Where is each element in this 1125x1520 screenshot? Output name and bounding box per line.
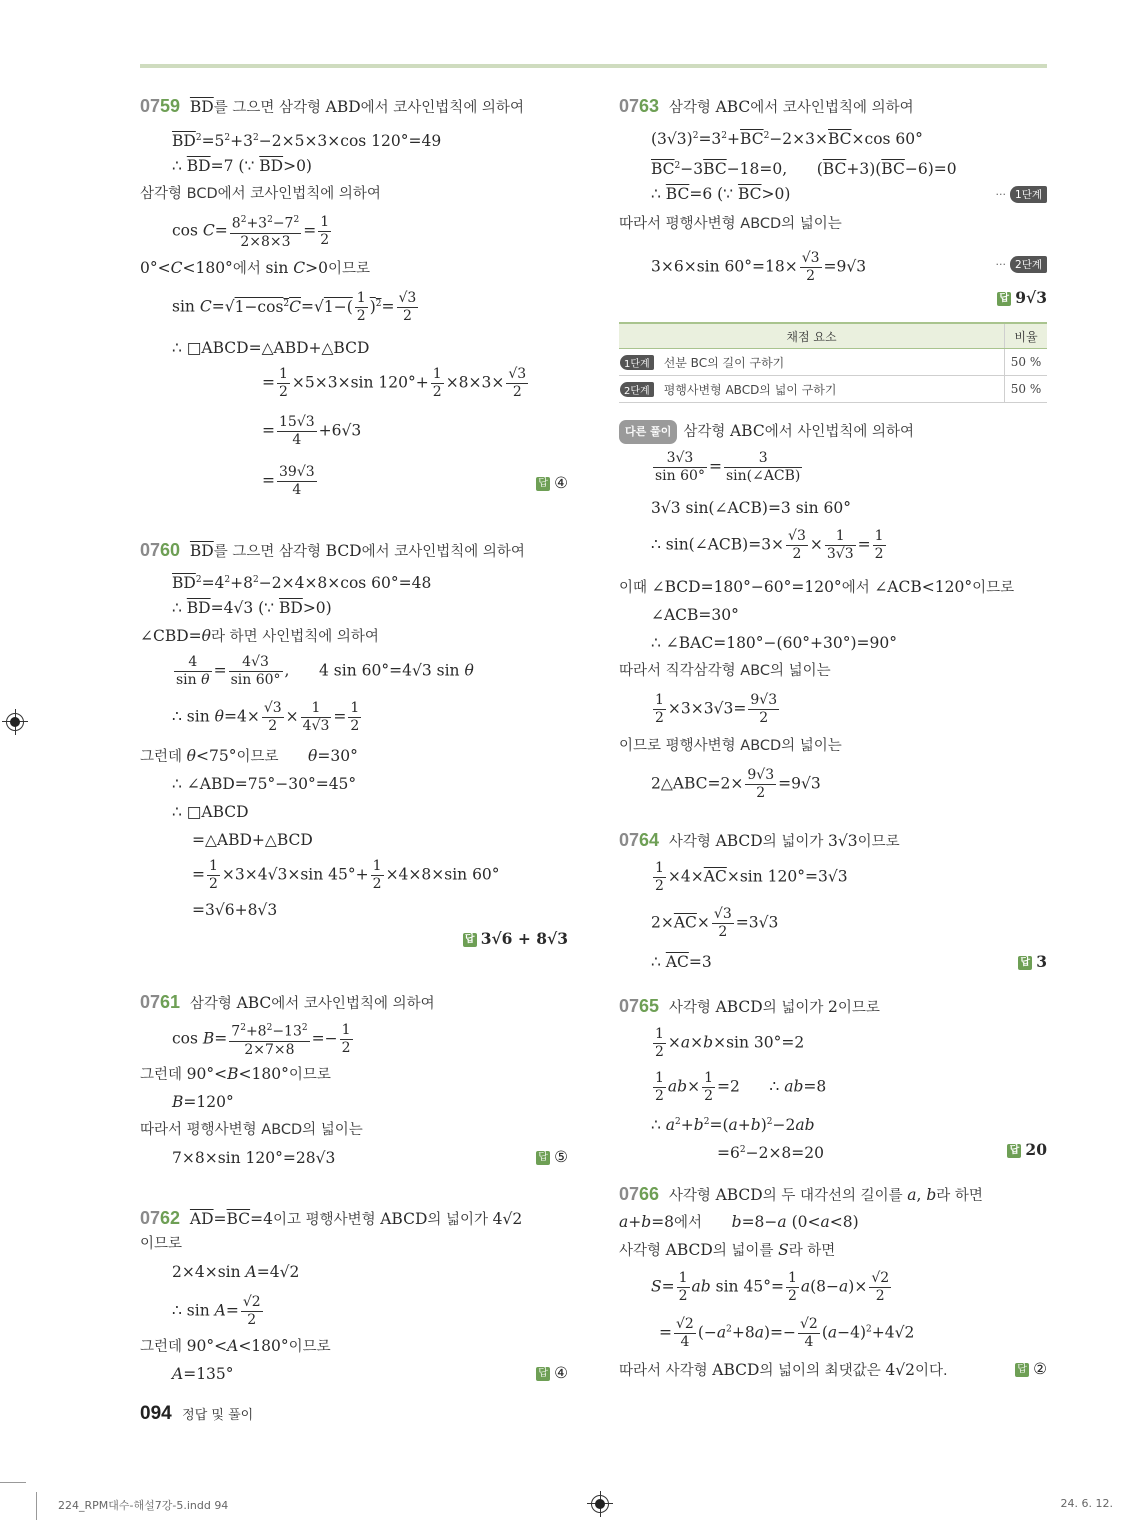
equation: cos B= $\frac{7^2+8^2-13^2}{2\times 7\times 8}$ =− $\frac{1}{2}$ — [172, 1021, 351, 1058]
equation: $2\times\overline{AC}\times$ $\frac{√3}{2}$ =3√3 — [651, 906, 779, 940]
grading-row: 1단계 선분 BC의 길이 구하기 50 % — [619, 349, 1047, 376]
equation: = $\frac{39√3}{4}$ — [262, 464, 315, 498]
problem-number: 0765 — [619, 996, 660, 1016]
crop-mark — [36, 1492, 37, 1520]
equation: ∴ $a^2+b^2=(a+b)^2-2ab$ — [651, 1116, 815, 1135]
equation: $\frac{1}{2}$ ×3×3√3= $\frac{9√3}{2}$ — [655, 692, 778, 726]
slug-date: 24. 6. 12. — [1060, 1497, 1113, 1510]
slug-filename: 224_RPM대수-해설7강-5.indd 94 — [58, 1499, 229, 1512]
equation: $\frac{1}{2}$ ×a×b×sin 30°=2 — [655, 1026, 805, 1060]
equation: = $\frac{√2}{4}$ $(-a^2+8a)=-$ $\frac{√2}{4}$ $(a-4)^2+4√2$ — [659, 1316, 915, 1350]
alt-solution-badge: 다른 풀이 — [619, 420, 677, 444]
text-line: 삼각형 BCD에서 코사인법칙에 의하여 — [140, 186, 381, 202]
answer: 답 3√6 + 8√3 — [463, 929, 568, 948]
equation: ∴ sin(∠ACB)=3× $\frac{√3}{2}$ × $\frac{1}{3√3}$ = $\frac{1}{2}$ — [651, 528, 884, 562]
equation: ∴ $\overline{AC}=3$ — [651, 953, 712, 971]
equation: A=135° — [172, 1365, 234, 1383]
equation: a+b=8에서 b=8−a (0<a<8) — [619, 1213, 859, 1231]
equation: 3×6×sin 60°=18× $\frac{√3}{2}$ =9√3 — [651, 250, 867, 284]
answer: 답 ④ — [536, 474, 568, 492]
equation: $\overline{BD}^2=5^2+3^2-2\times 5\times 3\times\cos$ 120°=49 — [172, 132, 442, 151]
answer-mark-icon: 답 — [536, 1151, 550, 1165]
grading-row: 2단계 평행사변형 ABCD의 넓이 구하기 50 % — [619, 376, 1047, 403]
problem-number: 0764 — [619, 830, 660, 850]
text-line: 이므로 평행사변형 ABCD의 넓이는 — [619, 738, 842, 754]
equation: ∴ □ABCD — [172, 803, 249, 821]
equation: 그런데 θ<75°이므로 θ=30° — [140, 747, 358, 765]
answer: 답 ② — [1015, 1360, 1047, 1378]
page-footer — [140, 1403, 253, 1425]
equation: $(3√3)^2=3^2+\overline{BC}^2-2\times 3\times\overline{BC}\times\cos$ 60° — [651, 130, 923, 149]
equation: 7×8×sin 120°=28√3 — [172, 1149, 336, 1167]
text-line: 따라서 평행사변형 ABCD의 넓이는 — [619, 216, 842, 232]
equation: 그런데 90°<A<180°이므로 — [140, 1337, 331, 1355]
equation: ∴ $\overline{BD}=7$ (∵ $\overline{BD}>0$) — [172, 157, 312, 175]
stage-1-marker: ··· 1단계 — [996, 186, 1047, 203]
equation: $\frac{1}{2}$ $\times 4\times\overline{AC}\times\sin$ 120°=3√3 — [655, 860, 848, 894]
crop-mark — [0, 1482, 26, 1483]
equation: = $\frac{1}{2}$ ×3×4√3×sin 45°+ $\frac{1}{2}$ ×4×8×sin 60° — [192, 858, 500, 892]
grading-header: 채점 요소 비율 — [619, 323, 1047, 349]
equation: B=120° — [172, 1093, 234, 1111]
equation: ∴ $\overline{BD}=4√3$ (∵ $\overline{BD}>0$) — [172, 599, 332, 617]
page-number: 094 — [140, 1403, 172, 1424]
answer: 답 20 — [1007, 1140, 1047, 1159]
text-line: 이므로 — [140, 1236, 183, 1252]
registration-mark-icon — [591, 1495, 609, 1513]
equation: ∴ $\overline{BC}=6$ (∵ $\overline{BC}>0$) — [651, 185, 791, 203]
answer: 답 9√3 — [997, 288, 1047, 307]
equation: ∠ACB=30° — [651, 606, 739, 624]
equation: 0°<C<180°에서 sin C>0이므로 — [140, 259, 371, 277]
equation: = $\frac{1}{2}$ ×5×3×sin 120°+ $\frac{1}{2}$ ×8×3× $\frac{√3}{2}$ — [262, 366, 527, 400]
answer-mark-icon: 답 — [1018, 956, 1032, 970]
equation: ∴ ∠BAC=180°−(60°+30°)=90° — [651, 634, 898, 652]
answer-mark-icon: 답 — [997, 292, 1011, 306]
equation: $\frac{1}{2}$ ab× $\frac{1}{2}$ =2 ∴ ab=8 — [655, 1070, 827, 1104]
equation: 따라서 사각형 ABCD의 넓이의 최댓값은 4√2이다. — [619, 1361, 948, 1379]
text-line: 따라서 직각삼각형 ABC의 넓이는 — [619, 663, 831, 679]
equation: =△ABD+△BCD — [192, 831, 313, 849]
section-label: 정답 및 풀이 — [182, 1408, 254, 1423]
problem-number: 0761 — [140, 992, 181, 1012]
equation: $=6^2-2\times 8=20$ — [717, 1144, 825, 1163]
answer: 답 ④ — [536, 1364, 568, 1382]
problem-number: 0762 — [140, 1208, 181, 1228]
equation: $\overline{BD}^2=4^2+8^2-2\times 4\times 8\times\cos$ 60°=48 — [172, 574, 432, 593]
answer-mark-icon: 답 — [1007, 1144, 1021, 1158]
equation: ∠CBD=θ라 하면 사인법칙에 의하여 — [140, 627, 379, 645]
problem-number: 0766 — [619, 1184, 660, 1204]
header-rule — [140, 64, 1047, 68]
equation: = $\frac{15√3}{4}$ +6√3 — [262, 414, 362, 448]
answer-mark-icon: 답 — [536, 477, 550, 491]
equation: ∴ □ABCD=△ABD+△BCD — [172, 339, 370, 357]
answer: 답 3 — [1018, 952, 1047, 971]
equation: cos C= $\frac{8^2+3^2-7^2}{2\times 8\times 3}$ = $\frac{1}{2}$ — [172, 213, 330, 250]
equation: 2△ABC=2× $\frac{9√3}{2}$ =9√3 — [651, 767, 821, 801]
answer: 답 ⑤ — [536, 1148, 568, 1166]
problem-number: 0760 — [140, 540, 181, 560]
problem-number: 0759 — [140, 96, 181, 116]
problem-number: 0763 — [619, 96, 660, 116]
equation: $\overline{BC}^2-3\overline{BC}-18=0$, $(\overline{BC}+3)(\overline{BC}-6)=0$ — [651, 160, 957, 179]
grading-table — [619, 322, 1047, 403]
answer-mark-icon: 답 — [463, 933, 477, 947]
equation: =3√6+8√3 — [192, 901, 278, 919]
equation: S= $\frac{1}{2}$ ab sin 45°= $\frac{1}{2}$ a(8−a)× $\frac{√2}{2}$ — [651, 1270, 890, 1304]
equation: $\frac{4}{\text{sin θ}}$ = $\frac{4√3}{\sin 60^\circ}$ , 4 sin 60°=4√3 sin θ — [176, 654, 474, 688]
equation: ∴ sin θ=4× $\frac{√3}{2}$ × $\frac{1}{4√3}$ = $\frac{1}{2}$ — [172, 700, 360, 734]
stage-2-marker: ··· 2단계 — [996, 256, 1047, 273]
text-line: 따라서 평행사변형 ABCD의 넓이는 — [140, 1122, 363, 1138]
alt-solution-heading: 다른 풀이 삼각형 ABC에서 사인법칙에 의하여 — [619, 420, 914, 444]
equation: ∴ ∠ABD=75°−30°=45° — [172, 775, 357, 793]
equation: 사각형 ABCD의 넓이를 S라 하면 — [619, 1241, 836, 1259]
answer-mark-icon: 답 — [1015, 1363, 1029, 1377]
equation: ∴ sin A= $\frac{√2}{2}$ — [172, 1294, 261, 1328]
registration-mark-icon — [6, 713, 24, 731]
answer-mark-icon: 답 — [536, 1367, 550, 1381]
equation: 이때 ∠BCD=180°−60°=120°에서 ∠ACB<120°이므로 — [619, 578, 1015, 596]
equation: 2×4×sin A=4√2 — [172, 1263, 300, 1281]
equation: 3√3 sin(∠ACB)=3 sin 60° — [651, 499, 852, 517]
equation: $\frac{3√3}{\sin 60^\circ}$ = $\frac{3}{\text{sin(∠ACB)}}$ — [655, 450, 801, 484]
equation: 그런데 90°<B<180°이므로 — [140, 1065, 331, 1083]
equation: $\sin C=√1-\cos^2C=√1-$( $\frac{1}{2}$ )$^2$= $\frac{√3}{2}$ — [172, 290, 417, 324]
